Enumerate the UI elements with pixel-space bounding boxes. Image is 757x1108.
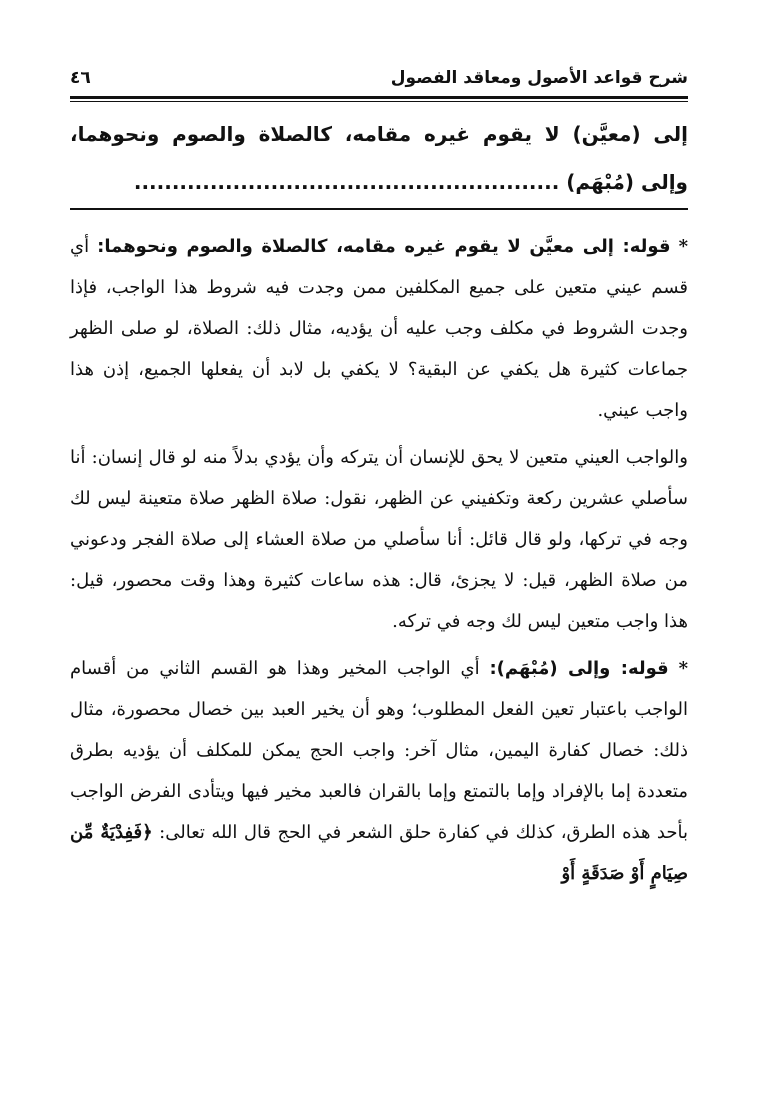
matn-separator <box>70 208 688 210</box>
header-rule <box>70 96 688 102</box>
matn-line: إلى (معيَّن) لا يقوم غيره مقامه، كالصلاة والصوم ونحوهما، وإلى (مُبْهَم) <box>70 122 688 194</box>
paragraph-text: أي الواجب المخير وهذا هو القسم الثاني من أقسام الواجب باعتبار تعين الفعل المطلوب؛ وهو أن يخير العبد بين خصال محصورة، مثال ذلك: خصال كفارة اليمين، مثال آخر: واجب الحج يمكن للمكلف أن يؤديه بطرق متعددة إما بالإفراد وإما بالتمتع وإما بالقران فالعبد مخير فيها ويتأدى الفرض الواجب بأحد هذه الطرق، كذلك في كفارة حلق الشعر في الحج قال الله تعالى: <box>70 658 688 843</box>
matn-text <box>70 110 688 206</box>
running-header <box>70 60 688 96</box>
quran-quote: ﴿فَفِدْيَةٌ مِّن صِيَامٍ أَوْ صَدَقَةٍ أَوْ <box>70 822 688 884</box>
paragraph-3 <box>70 648 688 894</box>
star-marker: * <box>678 658 688 679</box>
commentary <box>70 226 688 900</box>
matn-dots: ........................................................ <box>133 170 560 194</box>
page-number: ٤٦ <box>70 68 91 88</box>
star-marker: * <box>678 236 688 257</box>
paragraph-text: والواجب العيني متعين لا يحق للإنسان أن يتركه وأن يؤدي بدلاً منه لو قال إنسان: أنا سأصلي عشرين ركعة وتكفيني عن الظهر، نقول: صلاة الظهر صلاة متعينة ليس لك وجه في تركها، ولو قال قائل: أنا سأصلي من صلاة العشاء إلى صلاة الفجر ودعوني من صلاة الظهر، قيل: لا يجزئ، قال: هذه ساعات كثيرة وهذا وقت محصور، قيل: هذا واجب متعين ليس لك وجه في تركه. <box>70 447 688 632</box>
quoted-matn: قوله: وإلى (مُبْهَم): <box>489 658 669 679</box>
paragraph-2 <box>70 437 688 642</box>
book-title: شرح قواعد الأصول ومعاقد الفصول <box>390 68 688 88</box>
quoted-matn: قوله: إلى معيَّن لا يقوم غيره مقامه، كالصلاة والصوم ونحوهما: <box>97 236 671 257</box>
paragraph-1 <box>70 226 688 431</box>
paragraph-text: أي قسم عيني متعين على جميع المكلفين ممن وجدت فيه شروط هذا الواجب، فإذا وجدت الشروط في مكلف وجب عليه أن يؤديه، مثال ذلك: الصلاة، لو صلى الظهر جماعات كثيرة هل يكفي عن البقية؟ لا يكفي بل لابد أن يفعلها الجميع، إذن هذا واجب عيني. <box>70 236 688 421</box>
